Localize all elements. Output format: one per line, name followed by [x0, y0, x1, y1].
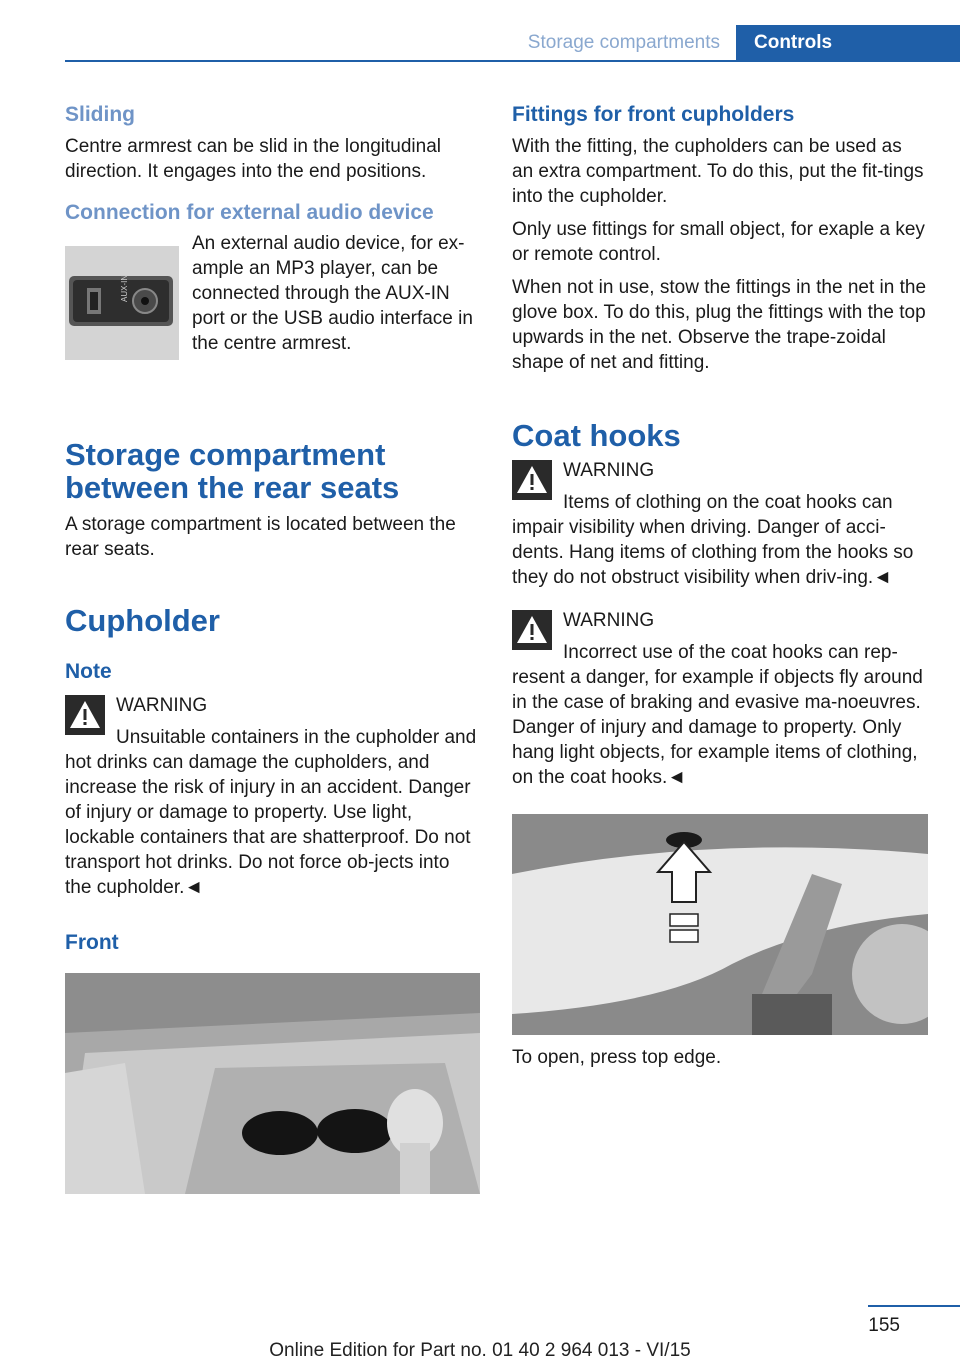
note-heading: Note	[65, 660, 112, 683]
coat-hook-illustration	[512, 814, 928, 1035]
cupholder-illustration	[65, 973, 480, 1194]
storage-heading: Storage compartment between the rear seats	[65, 437, 400, 505]
coat-hooks-heading: Coat hooks	[512, 418, 681, 453]
fittings-paragraph-1: With the fitting, the cupholders can be used as an extra compartment. To do this, put the fit-tings into the cupholder.	[512, 136, 924, 207]
fittings-paragraph-2: Only use fittings for small object, for exaple a key or remote control.	[512, 219, 925, 265]
edition-footer: Online Edition for Part no. 01 40 2 964 013 - VI/15	[269, 1340, 691, 1361]
aux-block	[65, 232, 480, 382]
svg-text:AUX-IN: AUX-IN	[120, 274, 129, 302]
footer-rule	[868, 1305, 960, 1307]
header-rule	[65, 60, 960, 62]
warning-text: Unsuitable containers in the cupholder and hot drinks can damage the cupholders, and increase the risk of injury in an accident. Danger of injury or damage to property. Use light, lockable containers that are shatterproof. Do not transport hot drinks. Do not force ob-jects into the cupholder.◄	[65, 727, 477, 898]
warning-icon	[512, 610, 552, 650]
left-column	[65, 100, 480, 1194]
warning-cupholder	[65, 693, 480, 900]
fittings-paragraph-3: When not in use, stow the fittings in the net in the glove box. To do this, plug the fittings with the top upwards in the net. Observe the trape-zoidal shape of net and fitting.	[512, 277, 927, 373]
coat-hook-caption: To open, press top edge.	[512, 1047, 722, 1068]
warning-label: WARNING	[563, 460, 655, 481]
page-number: 155	[868, 1315, 900, 1336]
sliding-text: Centre armrest can be slid in the longitudinal direction. It engages into the end positions.	[65, 136, 441, 182]
fittings-heading: Fittings for front cupholders	[512, 103, 795, 126]
right-column	[512, 100, 928, 1070]
sliding-heading: Sliding	[65, 103, 135, 126]
warning-text: Items of clothing on the coat hooks can impair visibility when driving. Danger of acci-dents. Hang items of clothing from the hooks so they do not obstruct visibility when driv-ing.◄	[512, 492, 914, 588]
aux-heading: Connection for external audio device	[65, 201, 434, 224]
aux-port-illustration	[65, 246, 179, 360]
coat-hook-image	[512, 814, 928, 1035]
cupholder-image	[65, 973, 480, 1194]
warning-icon	[65, 695, 105, 735]
cupholder-heading: Cupholder	[65, 603, 220, 638]
warning-text: Incorrect use of the coat hooks can rep-resent a danger, for example if objects fly around in the case of braking and evasive ma-noeuvres. Danger of injury and damage to property. Only hang light objects, for example items of clothing, on the coat hooks.◄	[512, 642, 923, 788]
section-title: Storage compartments	[527, 32, 720, 53]
warning-coat-1	[512, 458, 928, 590]
aux-port-image	[65, 246, 179, 360]
warning-label: WARNING	[116, 695, 208, 716]
storage-text: A storage compartment is located between the rear seats.	[65, 514, 456, 560]
front-heading: Front	[65, 931, 119, 954]
warning-icon	[512, 460, 552, 500]
warning-label: WARNING	[563, 610, 655, 631]
warning-coat-2	[512, 608, 928, 790]
chapter-tab: Controls	[736, 25, 960, 61]
aux-text: An external audio device, for ex-ample an MP3 player, can be connected through the AUX-IN port or the USB audio interface in the centre armrest.	[192, 233, 473, 354]
